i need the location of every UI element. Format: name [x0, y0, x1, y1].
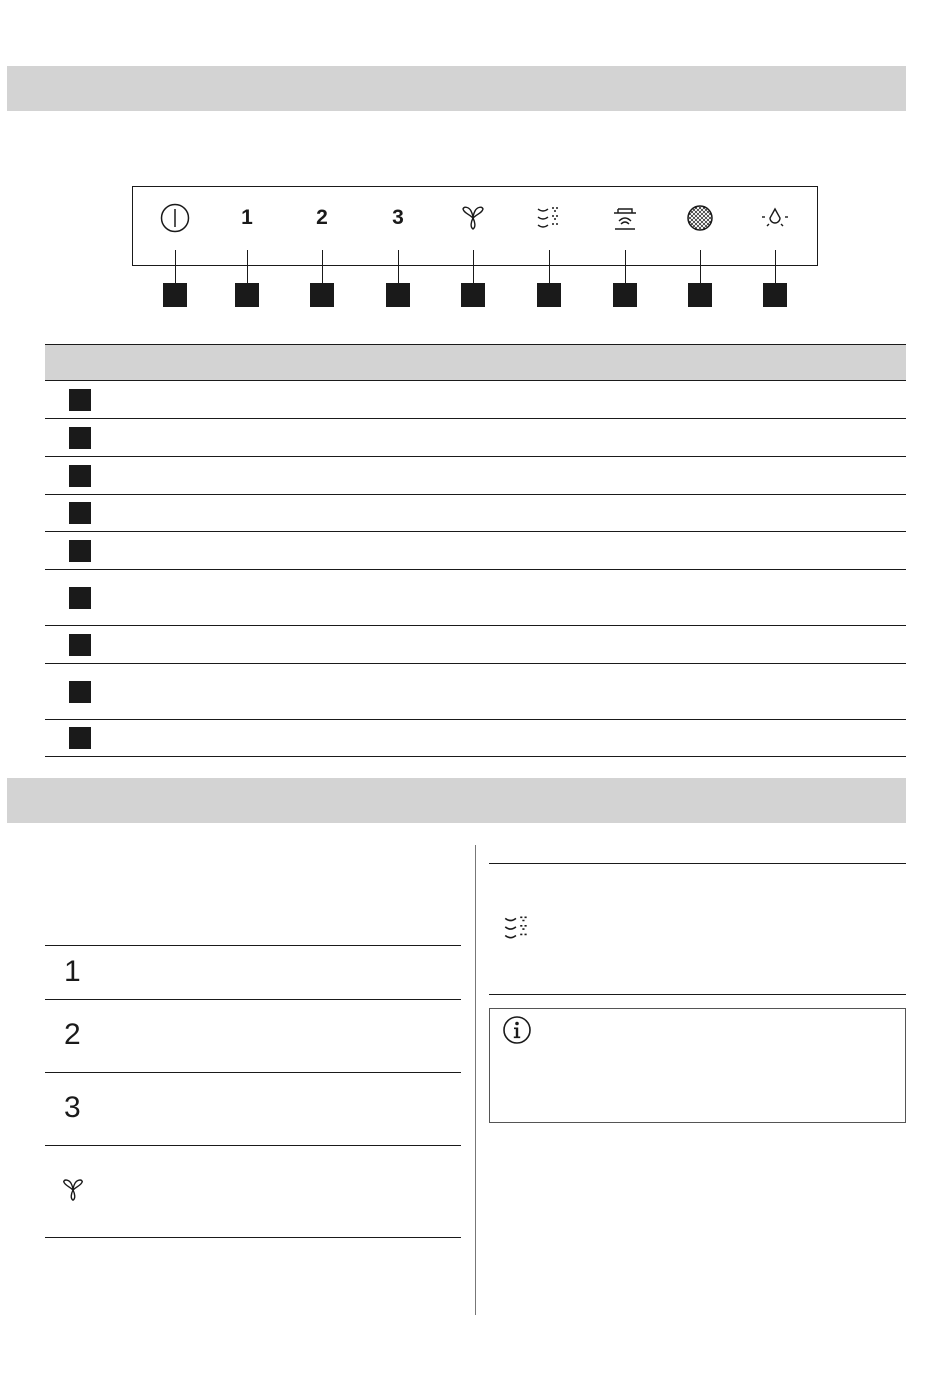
list-divider [45, 945, 461, 946]
section-header-band-2 [7, 778, 906, 823]
list-divider [45, 1237, 461, 1238]
list-divider [45, 1072, 461, 1073]
callout-marker [235, 283, 259, 307]
list-divider [45, 1145, 461, 1146]
light-icon [755, 198, 795, 238]
info-note-box [489, 1008, 906, 1123]
speed-3-symbol: 3 [392, 206, 404, 229]
auto-mode-icon [502, 914, 532, 942]
speed-3-label: 3 [64, 1091, 81, 1124]
info-icon [502, 1015, 532, 1045]
leader-line [175, 250, 176, 284]
power-icon [155, 198, 195, 238]
row-marker [69, 389, 91, 411]
boost-fan-icon [60, 1177, 86, 1203]
table-row [45, 381, 906, 419]
callout-marker [537, 283, 561, 307]
auto-mode-icon [529, 198, 569, 238]
leader-line [398, 250, 399, 284]
section-header-band-1 [7, 66, 906, 111]
leader-line [549, 250, 550, 284]
callout-marker [763, 283, 787, 307]
callout-marker [163, 283, 187, 307]
table-row [45, 626, 906, 664]
table-row [45, 570, 906, 626]
leader-line [247, 250, 248, 284]
callout-marker [688, 283, 712, 307]
row-marker [69, 427, 91, 449]
callout-marker [310, 283, 334, 307]
leader-line [322, 250, 323, 284]
column-divider [475, 845, 476, 1315]
callout-marker [613, 283, 637, 307]
row-marker [69, 727, 91, 749]
boost-fan-icon [453, 198, 493, 238]
table-row [45, 457, 906, 495]
list-divider [45, 999, 461, 1000]
callout-marker [386, 283, 410, 307]
table-row [45, 495, 906, 532]
leader-line [775, 250, 776, 284]
table-row [45, 532, 906, 570]
row-marker [69, 587, 91, 609]
row-marker [69, 681, 91, 703]
leader-line [700, 250, 701, 284]
table-row [45, 664, 906, 720]
speed-1-label: 1 [64, 955, 81, 988]
table-row [45, 419, 906, 457]
hob2hood-icon [605, 198, 645, 238]
legend-table-header [45, 344, 906, 381]
filter-icon [680, 198, 720, 238]
row-marker [69, 465, 91, 487]
table-row [45, 720, 906, 757]
leader-line [473, 250, 474, 284]
right-table-top-rule [489, 863, 906, 864]
speed-2-symbol: 2 [316, 206, 328, 229]
leader-line [625, 250, 626, 284]
row-marker [69, 634, 91, 656]
right-table-bottom-rule [489, 994, 906, 995]
row-marker [69, 502, 91, 524]
speed-2-label: 2 [64, 1018, 81, 1051]
callout-marker [461, 283, 485, 307]
speed-1-symbol: 1 [241, 206, 253, 229]
row-marker [69, 540, 91, 562]
